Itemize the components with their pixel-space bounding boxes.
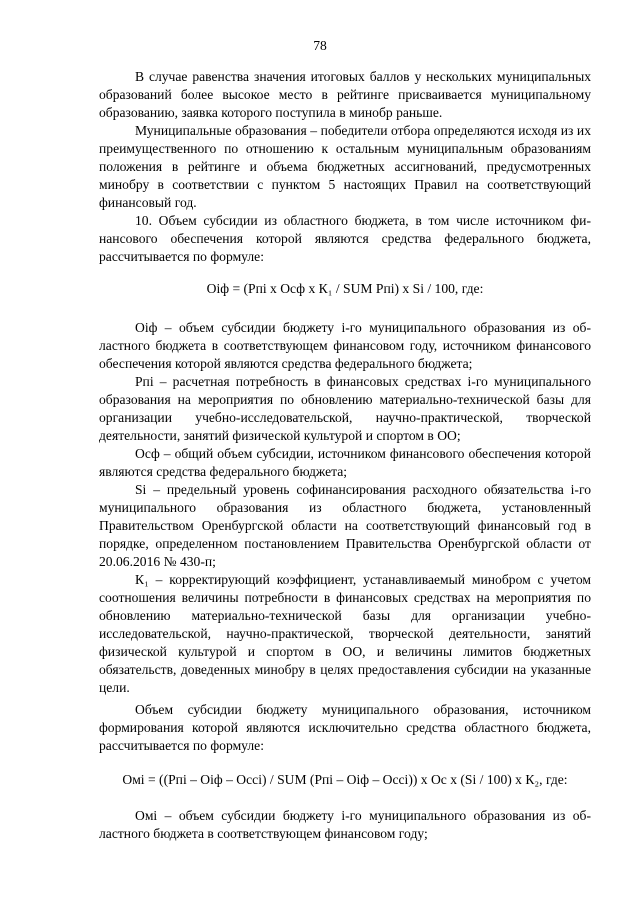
paragraph-ranking-tie: В случае равенства значения итоговых баллов у нескольких муниципальных образований более высокое место в рейтинге присваивается муниципальному образованию, заявка которого поступила в минобр раньше. <box>99 69 591 120</box>
formula-regional-subsidy: Омi = ((Рпi – Оiф – Осci) / SUM (Рпi – Оiф – Осci)) х Ос х (Si / 100) х К₂, где: <box>122 772 568 787</box>
paragraph-winners: Муниципальные образования – победители отбора определяются исходя из их преимущественного по отношению к остальным муниципальным образованиям положения в рейтинге и объема бюджетных ассигнований, предусмотренных минобру в соответствии с пунктом 5 настоящих Правил на соответствующий финансовый год. <box>99 123 591 210</box>
definition-osf: Осф – общий объем субсидии, источником финансового обеспечения которой являются средства федерального бюджета; <box>99 446 591 479</box>
page-number: 78 <box>313 38 327 53</box>
definition-rpi: Рпi – расчетная потребность в финансовых средствах i-го муниципального образования на мероприятия по обновлению материально-технической базы для организации учебно-исследовательской, научно-практической, творческой деятельности, занятий физической культурой и спортом в ОО; <box>99 374 591 443</box>
paragraph-regional-subsidy: Объем субсидии бюджету муниципального образования, источником формирования которой являются исключительно средства областного бюджета, рассчитывается по формуле: <box>99 702 591 753</box>
definition-si: Si – предельный уровень софинансирования расходного обязательства i-го муниципального образования из областного бюджета, установленный Правительством Оренбургской области на соответствующий финансовый год в порядке, определенном постановлением Правительства Оренбургской области от 20.06.2016 № 430-п; <box>99 482 591 569</box>
definition-k1: К₁ – корректирующий коэффициент, устанавливаемый минобром с учетом соотношения величины потребности в финансовых средствах на мероприятия по обновлению материально-технической базы для организации учебно-исследовательской, научно-практической, творческой деятельности, занятий физической культурой и спортом в ОО, и величины лимитов бюджетных обязательств, доведенных минобру в целях предоставления субсидии на указанные цели. <box>99 572 591 695</box>
formula-federal-subsidy: Оiф = (Рпi х Осф х К₁ / SUM Рпi) х Si / 100, где: <box>206 281 484 296</box>
paragraph-item-10: 10. Объем субсидии из областного бюджета, в том числе источником финансового обеспечения которой являются средства федерального бюджета, рассчитывается по формуле: <box>99 213 591 264</box>
definition-oif: Оiф – объем субсидии бюджету i-го муниципального образования из областного бюджета в соответствующем финансовом году, источником финансового обеспечения которой являются средства федерального бюджета; <box>99 320 591 371</box>
definition-omi: Омi – объем субсидии бюджету i-го муниципального образования из областного бюджета в соответствующем финансовом году; <box>99 808 591 841</box>
document-body <box>99 68 591 843</box>
